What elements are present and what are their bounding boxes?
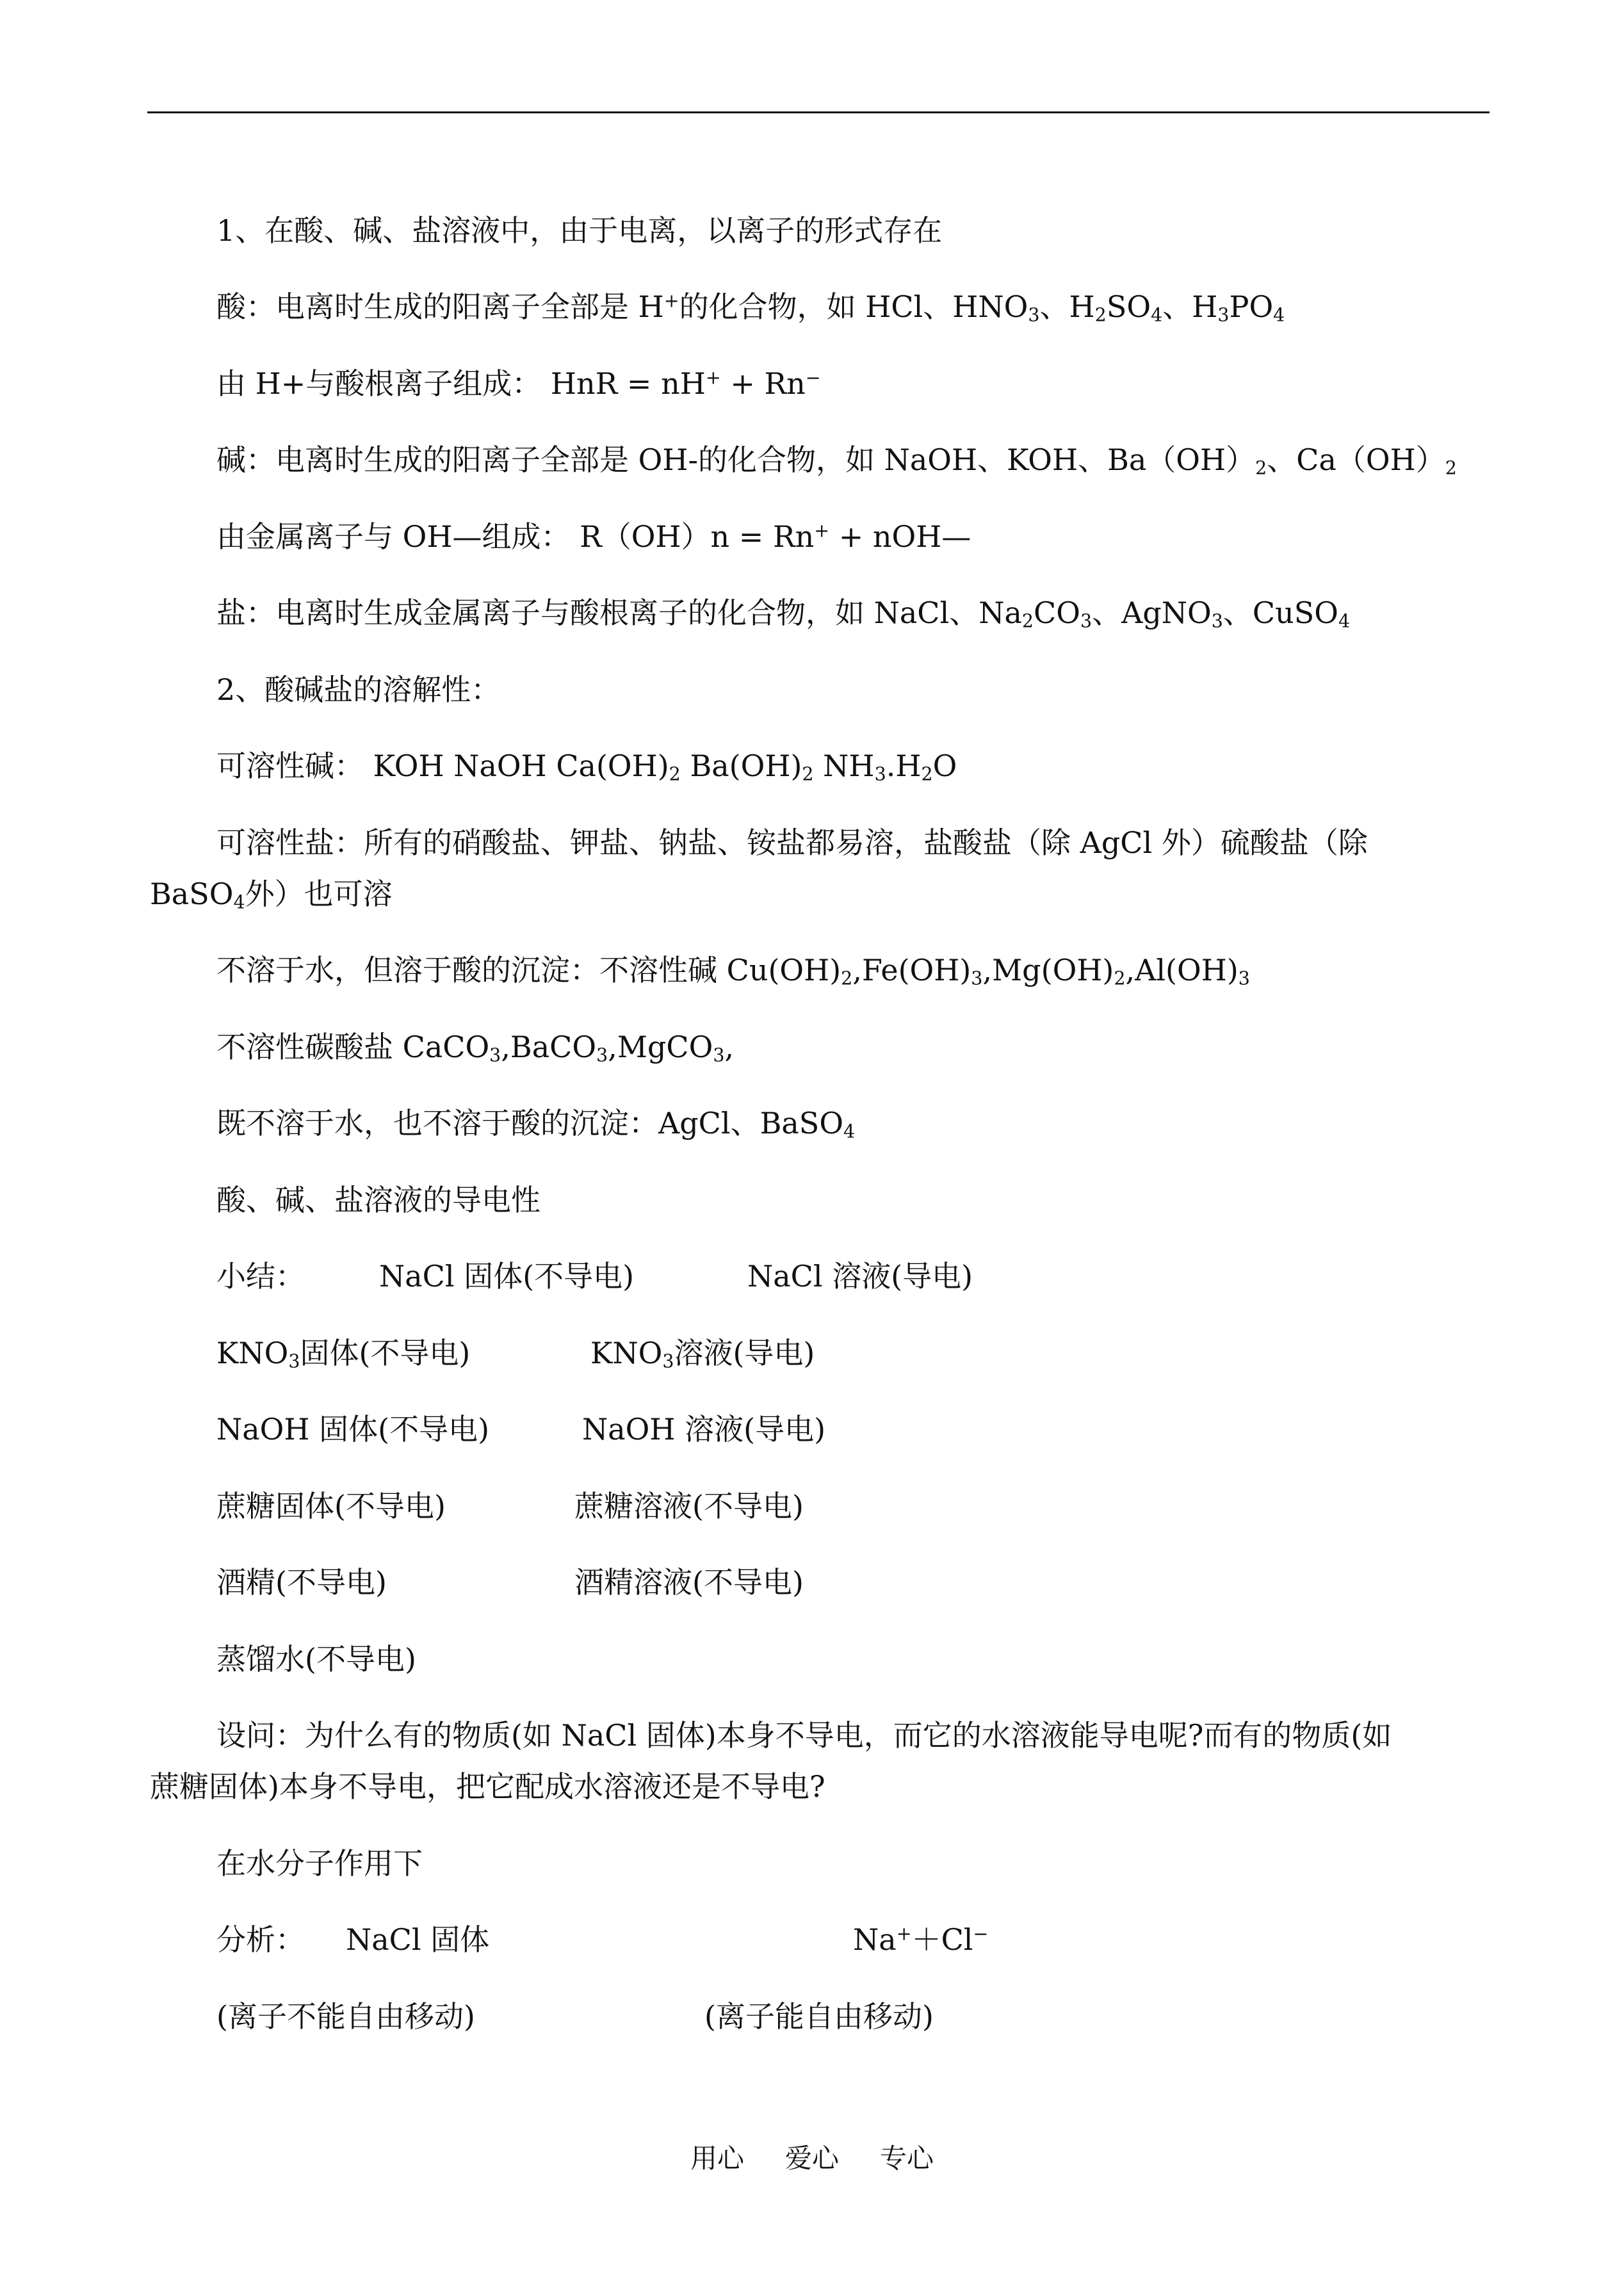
summary-nacl-solid: NaCl 固体(不导电) xyxy=(379,1259,635,1293)
naoh-solution: NaOH 溶液(导电) xyxy=(582,1412,826,1447)
under-water-note: 在水分子作用下 xyxy=(216,1846,423,1881)
acid-composition: 由 H+与酸根离子组成： HnR = nH+ + Rn− xyxy=(216,366,821,401)
soluble-salts-line-1: 可溶性盐：所有的硝酸盐、钾盐、钠盐、铵盐都易溶，盐酸盐（除 AgCl 外）硫酸盐（除 xyxy=(216,825,1368,860)
summary-label: 小结： xyxy=(216,1259,305,1293)
ions-immobile: (离子不能自由移动) xyxy=(216,1999,475,2034)
kno3-solution: $KNO_3$溶液(导电) xyxy=(590,1336,815,1372)
conductivity-heading: 酸、碱、盐溶液的导电性 xyxy=(216,1183,540,1217)
question-line-1: 设问：为什么有的物质(如 NaCl 固体)本身不导电，而它的水溶液能导电呢?而有的物质(如 xyxy=(216,1718,1392,1753)
paragraph-2: 2、酸碱盐的溶解性： xyxy=(216,672,501,707)
base-composition: 由金属离子与 OH—组成： R（OH）n = Rn+ + nOH— xyxy=(216,519,971,554)
analysis-label: 分析： xyxy=(216,1922,305,1957)
acid-definition: 酸：电离时生成的阳离子全部是 H+的化合物，如 HCl、$HNO_3$、$H_2SO_4$、$H_3PO_4$ xyxy=(216,289,1285,326)
summary-nacl-solution: NaCl 溶液(导电) xyxy=(747,1259,973,1293)
base-definition: 碱：电离时生成的阳离子全部是 OH-的化合物，如 NaOH、KOH、$Ba(OH)_2$、$Ca(OH)_2$ xyxy=(216,442,1457,479)
footer-text-2: 爱心 xyxy=(784,2143,839,2174)
alcohol-solution: 酒精溶液(不导电) xyxy=(574,1565,804,1600)
sugar-solution: 蔗糖溶液(不导电) xyxy=(574,1489,804,1523)
ions-mobile: (离子能自由移动) xyxy=(704,1999,934,2034)
paragraph-1: 1、在酸、碱、盐溶液中，由于电离，以离子的形式存在 xyxy=(216,213,943,248)
insoluble-bases: 不溶于水，但溶于酸的沉淀：不溶性碱 $Cu(OH)_2,Fe(OH)_3,Mg(OH)_2,Al(OH)_3$ xyxy=(216,953,1250,989)
insoluble-carbonates: 不溶性碳酸盐 CaCO$_3$,BaCO$_3$,MgCO$_3$, xyxy=(216,1030,735,1066)
footer-text-3: 专心 xyxy=(880,2143,934,2174)
salt-definition: 盐：电离时生成金属离子与酸根离子的化合物，如 NaCl、$Na_2CO_3$、AgNO$_3$、CuSO$_4$ xyxy=(216,596,1351,632)
page-footer xyxy=(0,2141,1624,2177)
header-rule xyxy=(147,111,1490,113)
analysis-nacl-solid: NaCl 固体 xyxy=(346,1922,490,1957)
kno3-solid: $KNO_3$固体(不导电) xyxy=(216,1336,471,1372)
sugar-solid: 蔗糖固体(不导电) xyxy=(216,1489,446,1523)
analysis-ions: Na+＋Cl− xyxy=(853,1922,989,1957)
insoluble-in-acid: 既不溶于水，也不溶于酸的沉淀：AgCl、BaSO$_4$ xyxy=(216,1106,856,1142)
question-line-2: 蔗糖固体)本身不导电，把它配成水溶液还是不导电? xyxy=(150,1769,825,1804)
naoh-solid: NaOH 固体(不导电) xyxy=(216,1412,490,1447)
footer-text-1: 用心 xyxy=(690,2143,744,2174)
soluble-salts-line-2: BaSO$_4$外）也可溶 xyxy=(150,877,393,913)
alcohol: 酒精(不导电) xyxy=(216,1565,387,1600)
soluble-bases: 可溶性碱： KOH NaOH $Ca(OH)_2$ $Ba(OH)_2$ $NH_3.H_2O$ xyxy=(216,749,957,785)
distilled-water: 蒸馏水(不导电) xyxy=(216,1642,416,1676)
